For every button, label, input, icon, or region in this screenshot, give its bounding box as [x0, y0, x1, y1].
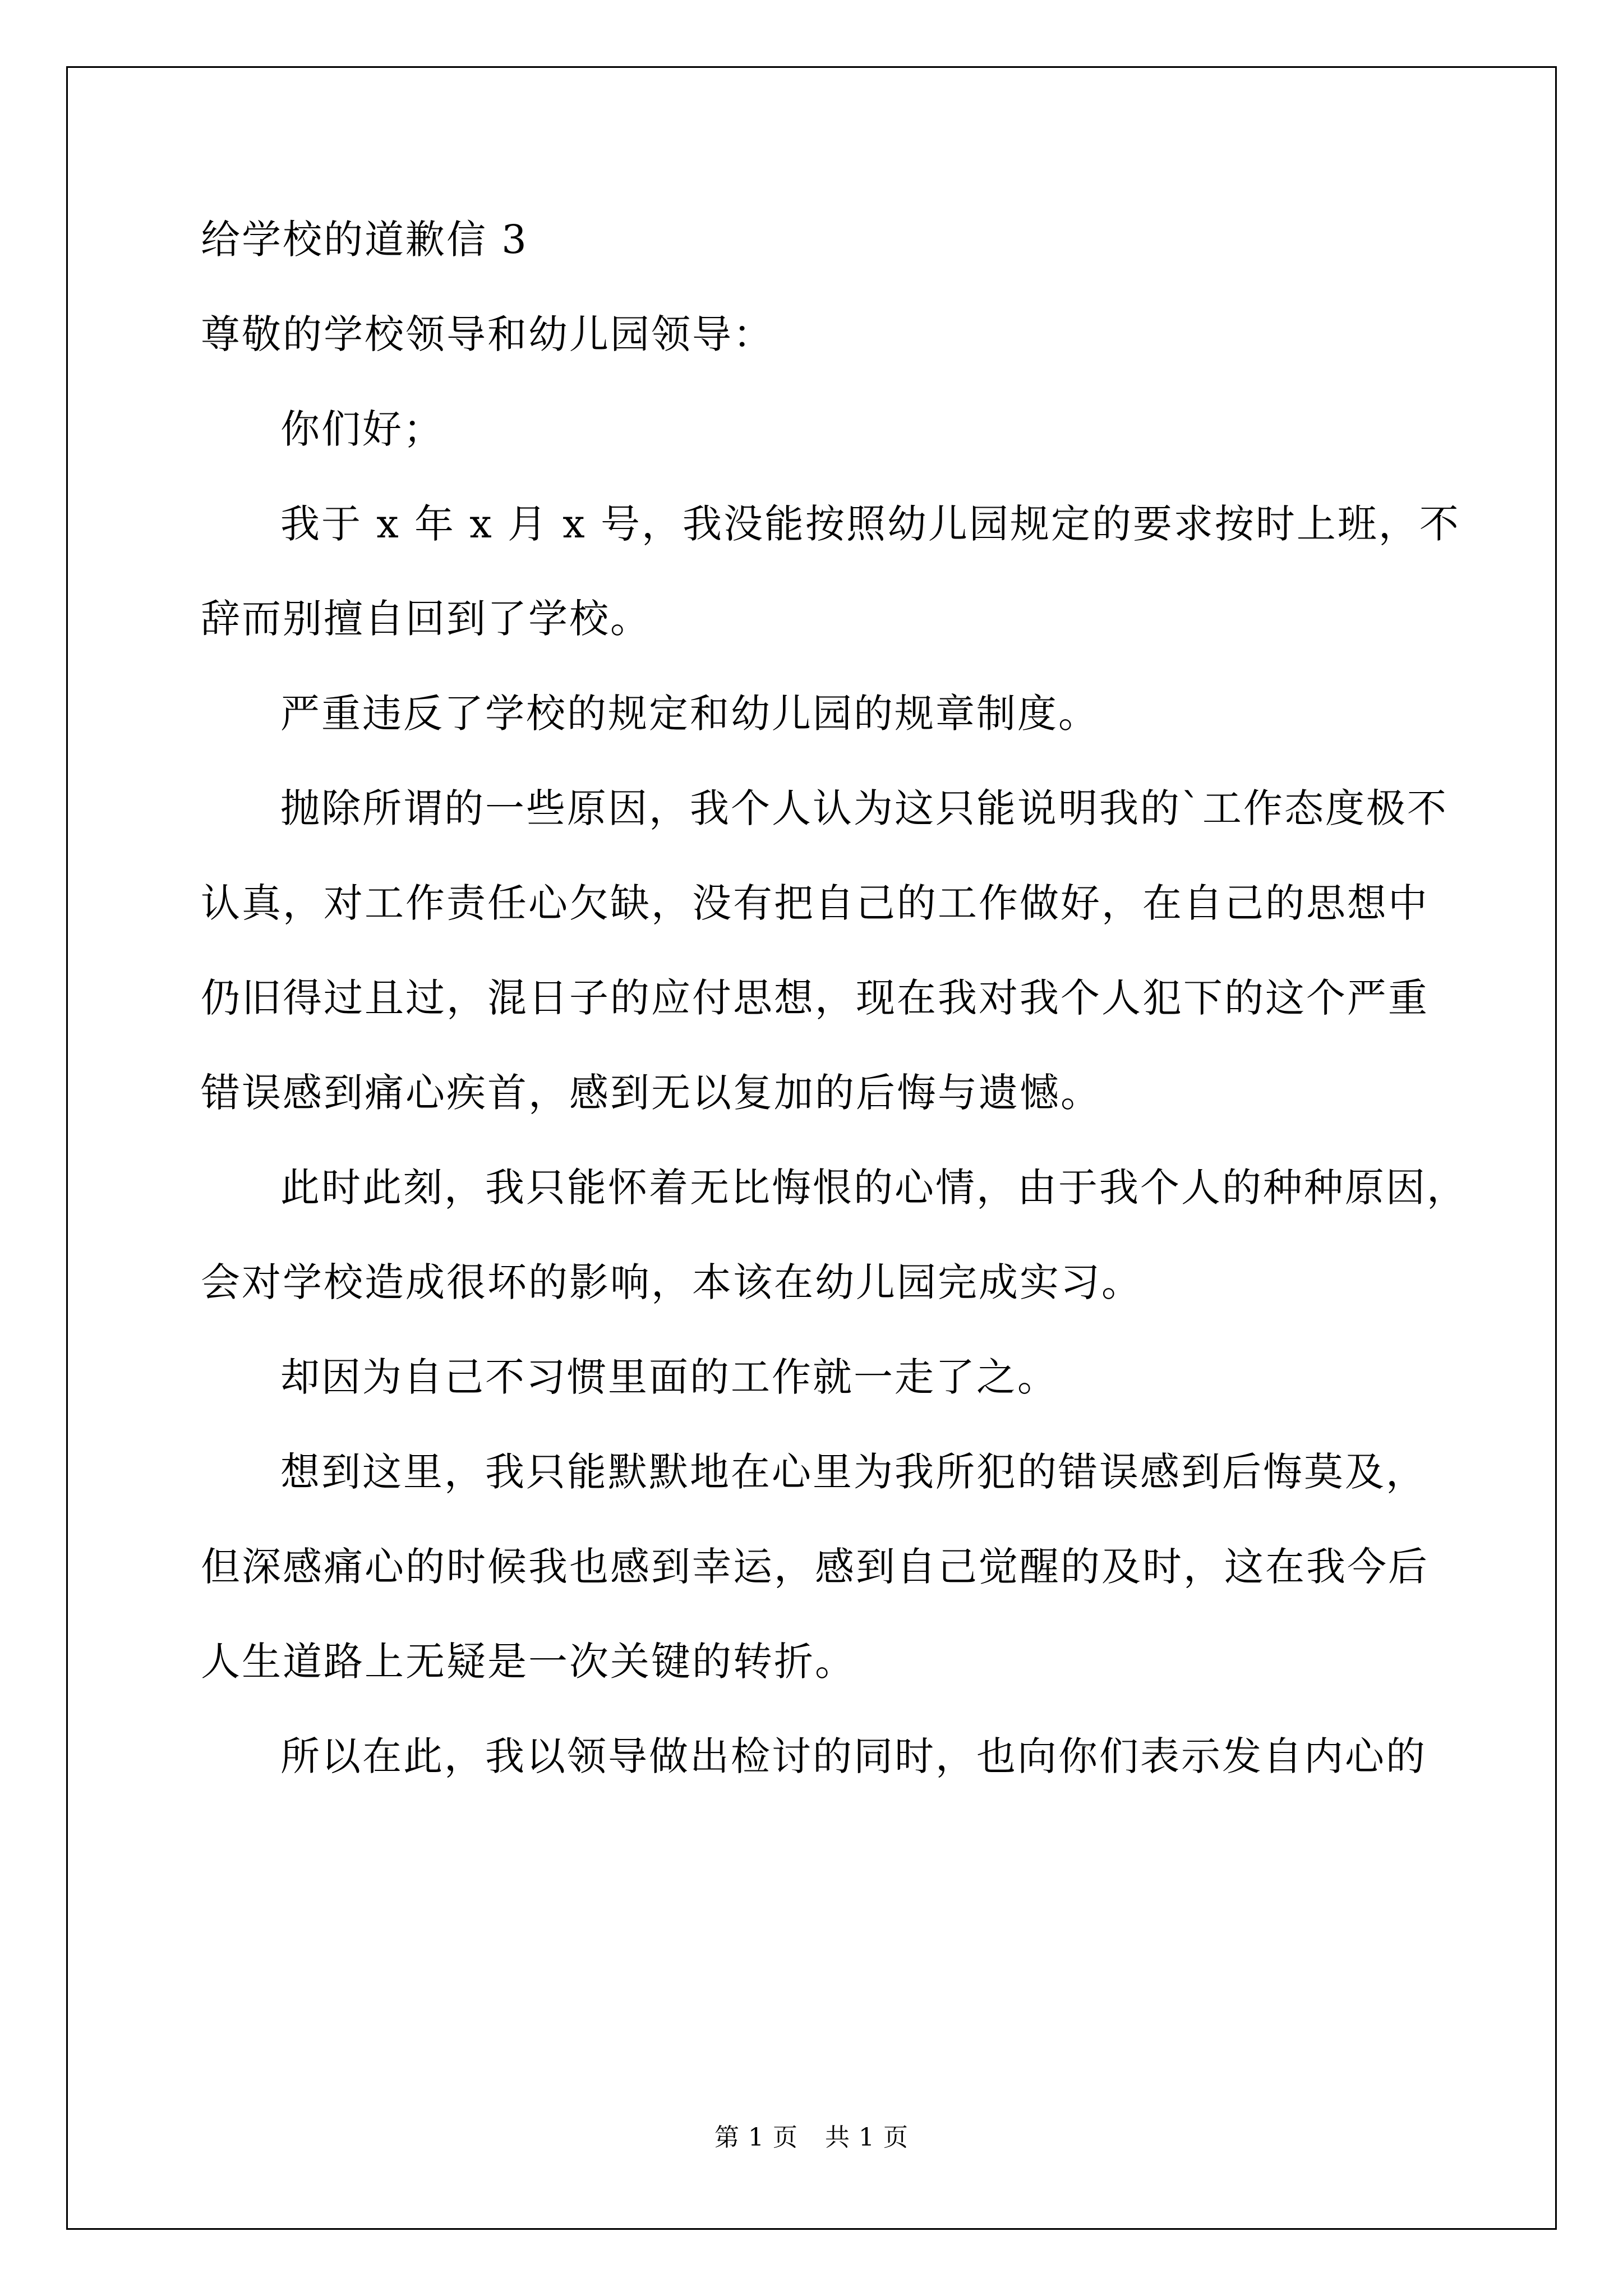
paragraph-line: 仍旧得过且过，混日子的应付思想，现在我对我个人犯下的这个严重: [201, 975, 1429, 1021]
paragraph-line: 认真，对工作责任心欠缺，没有把自己的工作做好，在自己的思想中: [201, 880, 1429, 926]
letter-greeting: 你们好；: [280, 406, 444, 452]
paragraph-line: 严重违反了学校的规定和幼儿园的规章制度。: [280, 691, 1099, 737]
letter-body: [201, 217, 1468, 1832]
paragraph-line: 想到这里，我只能默默地在心里为我所犯的错误感到后悔莫及，: [280, 1449, 1427, 1495]
page-footer: [0, 2125, 1623, 2150]
paragraph-line: 抛除所谓的一些原因，我个人认为这只能说明我的`工作态度极不: [280, 785, 1448, 831]
paragraph-line: 所以在此，我以领导做出检讨的同时，也向你们表示发自内心的: [280, 1733, 1427, 1779]
paragraph-line: 会对学校造成很坏的影响，本该在幼儿园完成实习。: [201, 1259, 1142, 1305]
paragraph-line: 我于 x 年 x 月 x 号，我没能按照幼儿园规定的要求按时上班，不: [280, 501, 1460, 547]
page-number: 第 1 页: [714, 2123, 798, 2152]
letter-salutation: 尊敬的学校领导和幼儿园领导：: [201, 311, 774, 357]
letter-title: 给学校的道歉信 3: [201, 217, 528, 263]
paragraph-line: 人生道路上无疑是一次关键的转折。: [201, 1639, 856, 1685]
page-total: 共 1 页: [825, 2123, 909, 2152]
paragraph-line: 却因为自己不习惯里面的工作就一走了之。: [280, 1354, 1058, 1400]
paragraph-line: 此时此刻，我只能怀着无比悔恨的心情，由于我个人的种种原因，: [280, 1165, 1468, 1211]
paragraph-line: 错误感到痛心疾首，感到无以复加的后悔与遗憾。: [201, 1070, 1101, 1116]
paragraph-line: 但深感痛心的时候我也感到幸运，感到自己觉醒的及时，这在我今后: [201, 1544, 1429, 1590]
paragraph-line: 辞而别擅自回到了学校。: [201, 596, 651, 642]
